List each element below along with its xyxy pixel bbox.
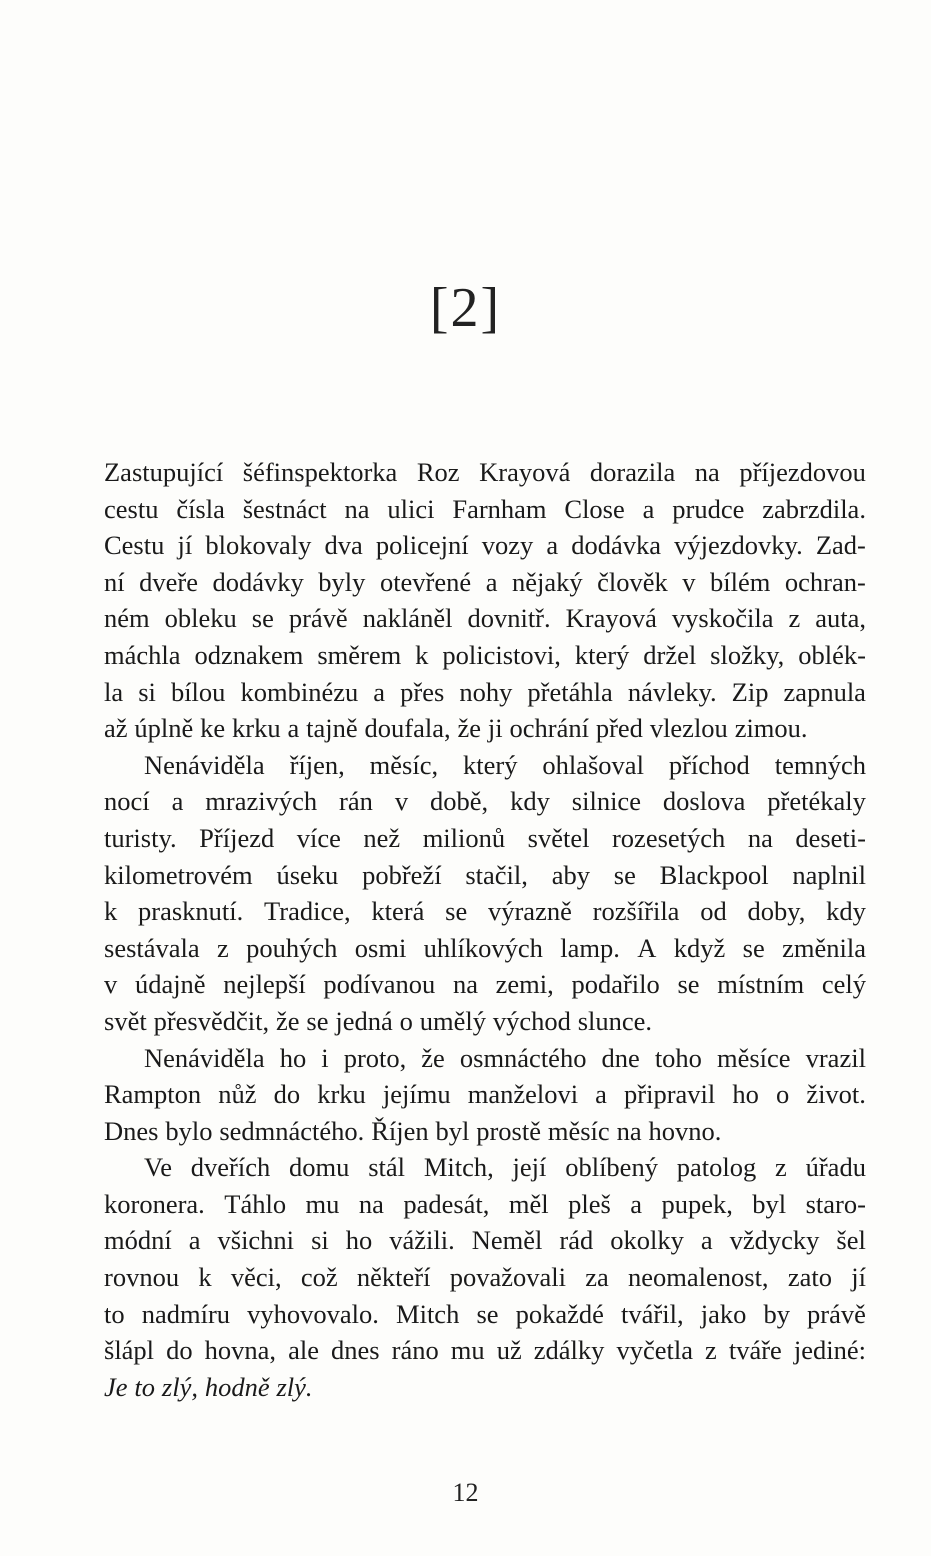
text-line: Ve dveřích domu stál Mitch, její oblíbený patolog z úřadu [144,1152,866,1183]
text-line: Nenáviděla říjen, měsíc, který ohlašoval příchod temných [144,749,866,780]
text-line: Nenáviděla ho i proto, že osmnáctého dne toho měsíce vrazil [144,1042,866,1073]
text-line: rovnou k věci, což někteří považovali za neomalenost, zato jí [104,1262,866,1293]
text-line: šlápl do hovna, ale dnes ráno mu už zdálky vyčetla z tváře jediné: [104,1335,866,1366]
text-line: módní a všichni si ho vážili. Neměl rád okolky a vždycky šel [104,1225,866,1256]
text-line: svět přesvědčit, že se jedná o umělý východ slunce. [104,1005,653,1036]
text-line: nocí a mrazivých rán v době, kdy silnice doslova přetékaly [104,786,866,817]
text-line: koronera. Táhlo mu na padesát, měl pleš a pupek, byl staro- [104,1188,866,1219]
text-line: až úplně ke krku a tajně doufala, že ji ochrání před vlezlou zimou. [104,713,808,744]
chapter-number: [2] [429,277,502,339]
page-number: 12 [452,1478,479,1507]
text-line: máchla odznakem směrem k policistovi, který držel složky, oblék- [104,639,866,670]
body-text [104,454,866,1405]
text-line: cestu čísla šestnáct na ulici Farnham Close a prudce zabrzdila. [104,493,866,524]
text-line: Rampton nůž do krku jejímu manželovi a připravil ho o život. [104,1079,866,1110]
text-line: Dnes bylo sedmnáctého. Říjen byl prostě měsíc na hovno. [104,1115,722,1146]
text-line: Zastupující šéfinspektorka Roz Krayová dorazila na příjezdovou [104,457,866,487]
text-line: Cestu jí blokovaly dva policejní vozy a dodávka výjezdovky. Zad- [104,530,866,561]
text-line: ní dveře dodávky byly otevřené a nějaký člověk v bílém ochran- [104,566,866,597]
text-line: la si bílou kombinézu a přes nohy přetáhla návleky. Zip zapnula [104,676,866,707]
text-line: k prasknutí. Tradice, která se výrazně rozšířila od doby, kdy [104,896,866,927]
text-line: to nadmíru vyhovovalo. Mitch se pokaždé tvářil, jako by právě [104,1298,866,1329]
text-line: v údajně nejlepší podívanou na zemi, podařilo se místním celý [104,969,866,1000]
text-line: Je to zlý, hodně zlý. [104,1371,313,1402]
text-line: sestávala z pouhých osmi uhlíkových lamp. A když se změnila [104,932,866,963]
text-line: kilometrovém úseku pobřeží stačil, aby se Blackpool naplnil [104,859,866,890]
text-line: ném obleku se právě nakláněl dovnitř. Krayová vyskočila z auta, [104,603,866,634]
text-line: turisty. Příjezd více než milionů světel rozesetých na deseti- [104,822,866,853]
